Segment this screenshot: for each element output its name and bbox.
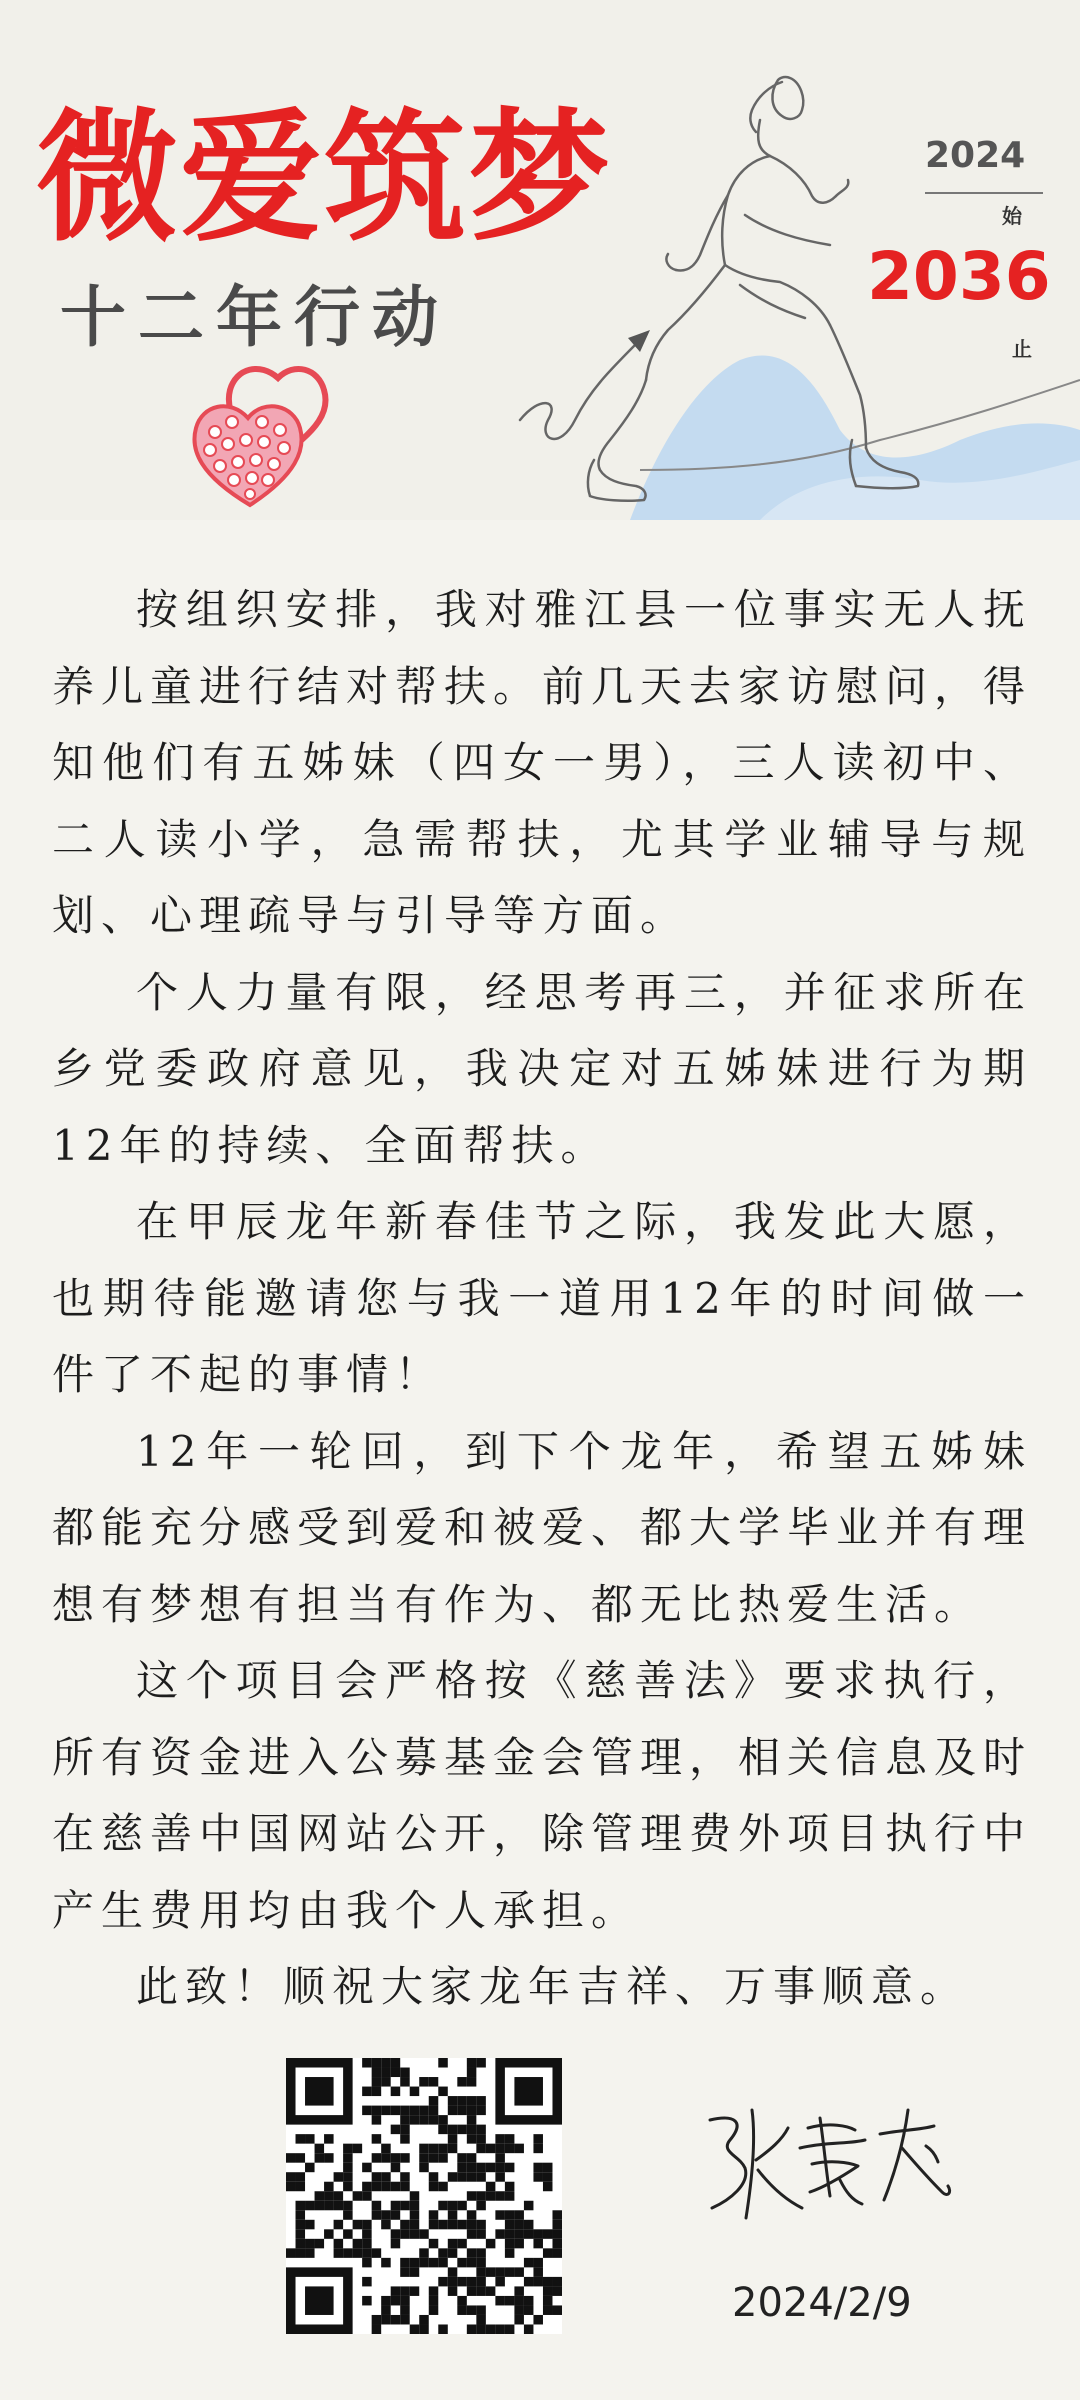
qr-code[interactable]: [286, 2058, 562, 2334]
letter-date: 2024/2/9: [732, 2280, 912, 2326]
letter-paragraph: 个人力量有限，经思考再三，并征求所在乡党委政府意见，我决定对五姊妹进行为期12年的持续、全面帮扶。: [52, 967, 1032, 1170]
handwritten-signature: [690, 2100, 960, 2240]
end-year: 2036: [867, 238, 1051, 315]
letter-paragraph: 这个项目会严格按《慈善法》要求执行，所有资金进入公募基金会管理，相关信息及时在慈善中国网站公开，除管理费外项目执行中产生费用均由我个人承担。: [52, 1656, 1033, 1935]
end-year-label: 止: [1012, 337, 1032, 361]
letter-paragraph: 在甲辰龙年新春佳节之际，我发此大愿，也期待能邀请您与我一道用12年的时间做一件了不起的事情！: [52, 1197, 1032, 1399]
letter-paragraph: 按组织安排，我对雅江县一位事实无人抚养儿童进行结对帮扶。前几天去家访慰问，得知他们有五姊妹（四女一男），三人读初中、二人读小学，急需帮扶，尤其学业辅导与规划、心理疏导与引导等方面。: [52, 585, 1033, 940]
header-banner: [0, 0, 1080, 520]
letter-body: [52, 572, 1032, 2026]
letter-paragraph: 此致！顺祝大家龙年吉祥、万事顺意。: [136, 1962, 970, 2011]
campaign-subtitle: 十二年行动: [60, 279, 450, 356]
start-year: 2024: [925, 135, 1026, 176]
heart-dotted-icon: [194, 406, 301, 505]
campaign-title: 微爱筑梦: [36, 96, 612, 261]
year-divider: [925, 192, 1043, 194]
letter-paragraph: 12年一轮回，到下个龙年，希望五姊妹都能充分感受到爱和被爱、都大学毕业并有理想有梦想有担当有作为、都无比热爱生活。: [52, 1426, 1033, 1629]
start-year-label: 始: [1002, 204, 1022, 228]
